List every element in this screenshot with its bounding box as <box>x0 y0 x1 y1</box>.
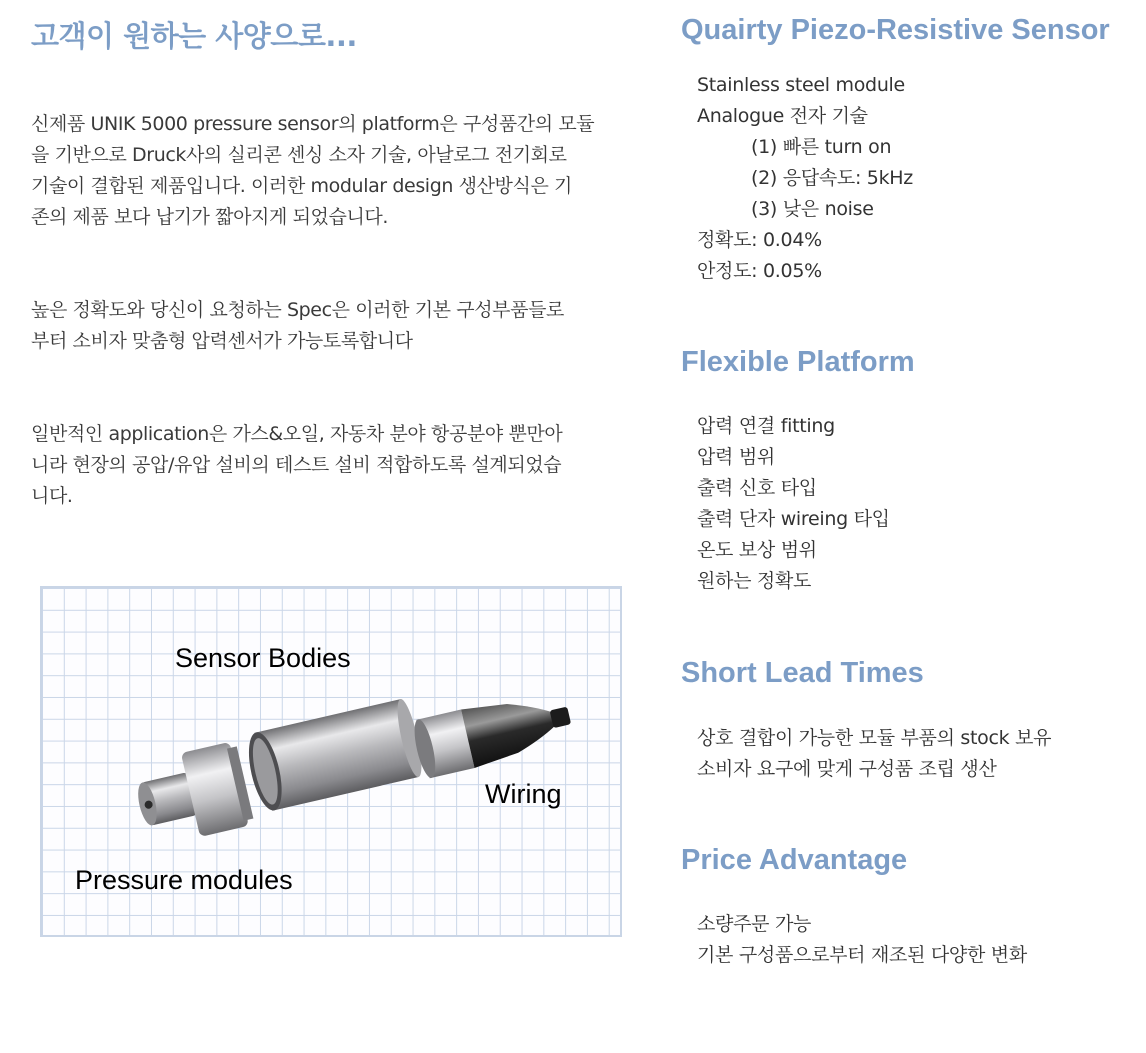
paragraph-accuracy <box>31 295 646 357</box>
wiring-part <box>410 686 575 780</box>
paragraph-application <box>31 419 646 512</box>
list-item: 출력 신호 타입 <box>697 477 817 499</box>
sensor-body-part <box>243 697 427 813</box>
sensor-illustration <box>42 588 620 935</box>
list-item: 기본 구성품으로부터 재조된 다양한 변화 <box>697 944 1027 966</box>
list-item: (2) 응답속도: 5kHz <box>751 167 913 189</box>
list-item: 소량주문 가능 <box>697 913 812 935</box>
text-line: 일반적인 application은 가스&오일, 자동차 분야 항공분야 뿐만아 <box>31 423 563 445</box>
list-item: 압력 범위 <box>697 446 775 468</box>
list-item: 소비자 요구에 맞게 구성품 조립 생산 <box>697 758 997 780</box>
section-list-price-advantage <box>697 909 1027 971</box>
section-title-short-lead-times: Short Lead Times <box>681 657 924 689</box>
list-item: Analogue 전자 기술 <box>697 105 868 127</box>
section-title-price-advantage: Price Advantage <box>681 844 908 876</box>
label-wiring: Wiring <box>485 779 562 809</box>
section-list-flexible-platform <box>697 411 890 597</box>
text-line: 부터 소비자 맞춤형 압력센서가 가능토록합니다 <box>31 330 413 352</box>
section-title-flexible-platform: Flexible Platform <box>681 346 915 378</box>
text-line: 존의 제품 보다 납기가 짧아지게 되었습니다. <box>31 206 389 228</box>
section-title-quality-sensor: Quairty Piezo-Resistive Sensor <box>681 14 1110 46</box>
pressure-module-part <box>130 741 255 849</box>
list-item: 압력 연결 fitting <box>697 415 835 437</box>
list-item: 안정도: 0.05% <box>697 260 822 282</box>
paragraph-intro <box>31 109 646 233</box>
text-line: 신제품 UNIK 5000 pressure sensor의 platform은 구성품간의 모듈 <box>31 113 595 135</box>
list-item: (3) 낮은 noise <box>751 198 874 220</box>
list-item: (1) 빠른 turn on <box>751 136 892 158</box>
text-line: 높은 정확도와 당신이 요청하는 Spec은 이러한 기본 구성부품들로 <box>31 299 564 321</box>
list-item: 상호 결합이 가능한 모듈 부품의 stock 보유 <box>697 727 1052 749</box>
text-line: 기술이 결합된 제품입니다. 이러한 modular design 생산방식은 기 <box>31 175 572 197</box>
list-item: 출력 단자 wireing 타입 <box>697 508 890 530</box>
list-item: 온도 보상 범위 <box>697 539 817 561</box>
sensor-components-figure <box>40 586 622 937</box>
list-item: Stainless steel module <box>697 74 905 96</box>
text-line: 니라 현장의 공압/유압 설비의 테스트 설비 적합하도록 설계되었습 <box>31 454 562 476</box>
label-pressure-modules: Pressure modules <box>75 865 293 895</box>
text-line: 니다. <box>31 485 73 507</box>
label-sensor-bodies: Sensor Bodies <box>175 643 351 673</box>
page-title: 고객이 원하는 사양으로... <box>31 19 357 53</box>
list-item: 정확도: 0.04% <box>697 229 822 251</box>
section-list-quality-sensor <box>697 70 913 287</box>
text-line: 을 기반으로 Druck사의 실리콘 센싱 소자 기술, 아날로그 전기회로 <box>31 144 567 166</box>
list-item: 원하는 정확도 <box>697 570 812 592</box>
section-list-short-lead-times <box>697 723 1051 785</box>
